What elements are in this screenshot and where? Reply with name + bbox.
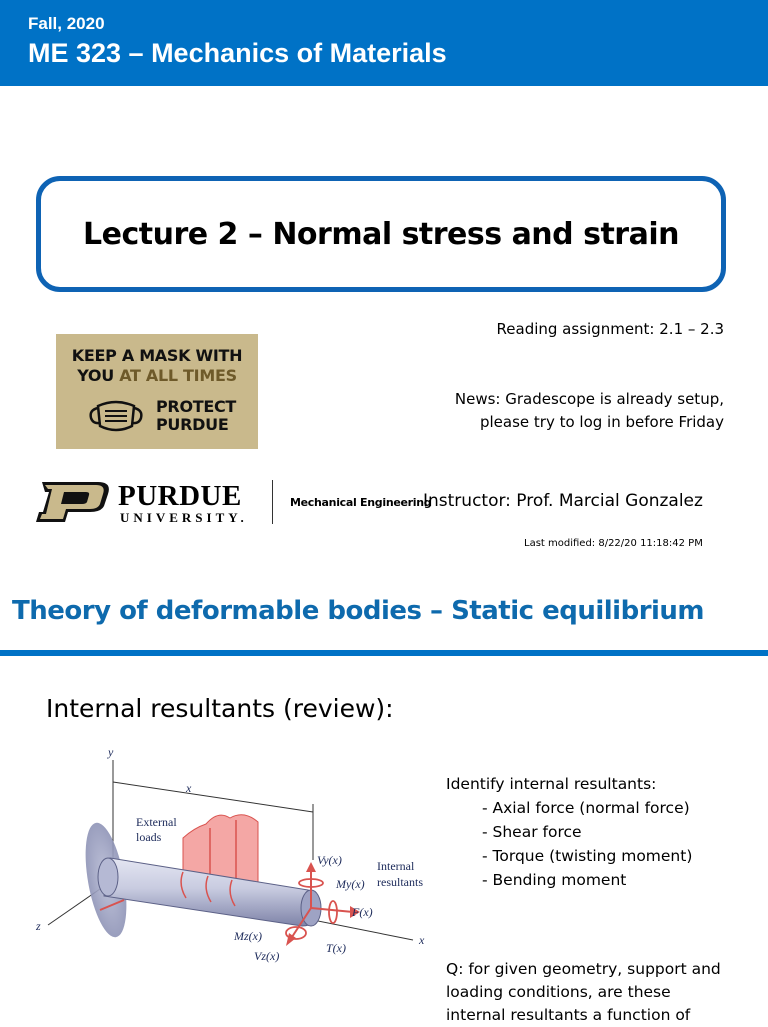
news-text [455,388,724,434]
x-dimension-line [113,782,313,812]
question-line-1: Q: for given geometry, support and [446,960,721,978]
mask-card-bottom [86,396,236,436]
label-x-dimension: x [186,781,192,795]
mask-card-line-2 [56,366,258,386]
label-tx: T(x) [326,941,346,955]
lecture-title-box [36,176,726,292]
resultants-list [446,796,692,892]
label-mz: Mz(x) [234,929,262,943]
question-text [446,958,746,1027]
last-modified-label: Last modified: 8/22/20 11:18:42 PM [524,538,703,549]
purdue-wordmark: PURDUE [118,480,242,512]
header-bar [0,0,768,86]
label-internal-1: Internal [377,859,415,873]
purdue-label: PURDUE [156,415,229,434]
label-my: My(x) [336,877,365,891]
purdue-p-icon [34,480,112,524]
department-label: Mechanical Engineering [290,496,432,509]
label-fx: F(x) [352,905,373,919]
university-wordmark: UNIVERSITY. [120,510,248,525]
identify-resultants [446,772,692,892]
list-item: - Bending moment [482,871,627,889]
question-line-2: loading conditions, are these [446,983,671,1001]
protect-purdue-mask-card [56,334,258,449]
label-external-2: loads [136,830,162,844]
section-divider [0,650,768,656]
label-vz: Vz(x) [254,949,280,963]
news-line-1: News: Gradescope is already setup, [454,390,724,408]
label-z: z [36,919,41,933]
lecture-title: Lecture 2 – Normal stress and strain [83,216,679,252]
internal-resultants-diagram [28,740,438,980]
label-vy: Vy(x) [317,853,342,867]
mask-card-at-all-times: AT ALL TIMES [119,366,237,385]
subheading: Internal resultants (review): [46,694,394,723]
protect-purdue-text [156,398,236,434]
label-y: y [108,745,114,759]
mask-card-line-1: KEEP A MASK WITH [71,346,243,365]
reading-assignment: Reading assignment: 2.1 – 2.3 [496,320,724,338]
identify-heading: Identify internal resultants: [446,775,657,793]
list-item: - Torque (twisting moment) [482,847,693,865]
section-title: Theory of deformable bodies – Static equilibrium [12,596,705,626]
logo-divider [272,480,273,524]
semester-label: Fall, 2020 [28,14,105,33]
course-title: ME 323 – Mechanics of Materials [28,38,447,68]
protect-label: PROTECT [156,397,237,416]
mask-card-you: YOU [77,366,114,385]
question-line-3: internal resultants a function of [446,1006,691,1024]
instructor-label: Instructor: Prof. Marcial Gonzalez [423,491,703,511]
list-item: - Axial force (normal force) [482,799,690,817]
label-x-axis: x [419,933,425,947]
news-line-2: please try to log in before Friday [479,413,724,431]
list-item: - Shear force [482,823,582,841]
label-internal-2: resultants [377,875,423,889]
face-mask-icon [86,396,146,436]
label-external-1: External [136,815,177,829]
